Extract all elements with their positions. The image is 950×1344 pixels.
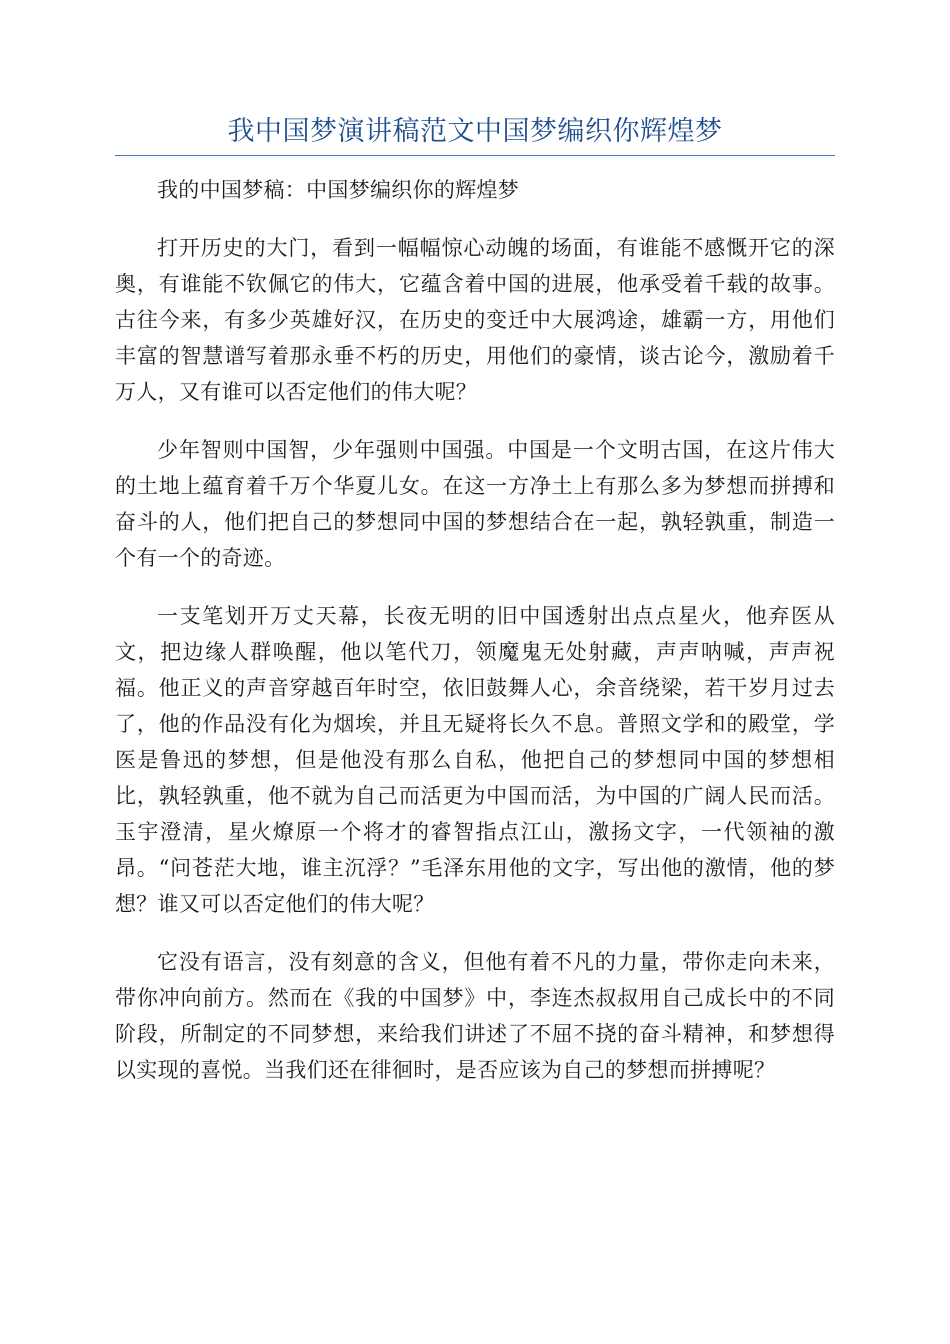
paragraph-2: 少年智则中国智，少年强则中国强。中国是一个文明古国，在这片伟大的土地上蕴育着千万个华夏儿女。在这一方净土上有那么多为梦想而拼搏和奋斗的人，他们把自己的梦想同中国的梦想结合在一起，孰轻孰重，制造一个有一个的奇迹。 [115, 438, 835, 570]
paragraph-subtitle: 我的中国梦稿：中国梦编织你的辉煌梦 [157, 178, 520, 202]
paragraph-1: 打开历史的大门，看到一幅幅惊心动魄的场面，有谁能不感慨开它的深奥，有谁能不钦佩它的伟大，它蕴含着中国的进展，他承受着千载的故事。古往今来，有多少英雄好汉，在历史的变迁中大展鸿途，雄霸一方，用他们丰富的智慧谱写着那永垂不朽的历史，用他们的豪情，谈古论今，激励着千万人，又有谁可以否定他们的伟大呢？ [115, 236, 835, 404]
paragraph-4: 它没有语言，没有刻意的含义，但他有着不凡的力量，带你走向未来，带你冲向前方。然而在《我的中国梦》中，李连杰叔叔用自己成长中的不同阶段，所制定的不同梦想，来给我们讲述了不屈不挠的奋斗精神，和梦想得以实现的喜悦。当我们还在徘徊时，是否应该为自己的梦想而拼搏呢？ [115, 950, 835, 1082]
title-underline [115, 155, 835, 156]
document-body [115, 172, 835, 1110]
document-title: 我中国梦演讲稿范文中国梦编织你辉煌梦 [227, 116, 723, 147]
paragraph-3: 一支笔划开万丈天幕，长夜无明的旧中国透射出点点星火，他弃医从文，把边缘人群唤醒，他以笔代刀，领魔鬼无处射藏，声声呐喊，声声祝福。他正义的声音穿越百年时空，依旧鼓舞人心，余音绕梁，若干岁月过去了，他的作品没有化为烟埃，并且无疑将长久不息。普照文学和的殿堂，学医是鲁迅的梦想，但是他没有那么自私，他把自己的梦想同中国的梦想相比，孰轻孰重，他不就为自己而活更为中国而活，为中国的广阔人民而活。玉宇澄清，星火燎原一个将才的睿智指点江山，激扬文字，一代领袖的激昂。“问苍茫大地，谁主沉浮？”毛泽东用他的文字，写出他的激情，他的梦想？谁又可以否定他们的伟大呢？ [115, 604, 835, 916]
